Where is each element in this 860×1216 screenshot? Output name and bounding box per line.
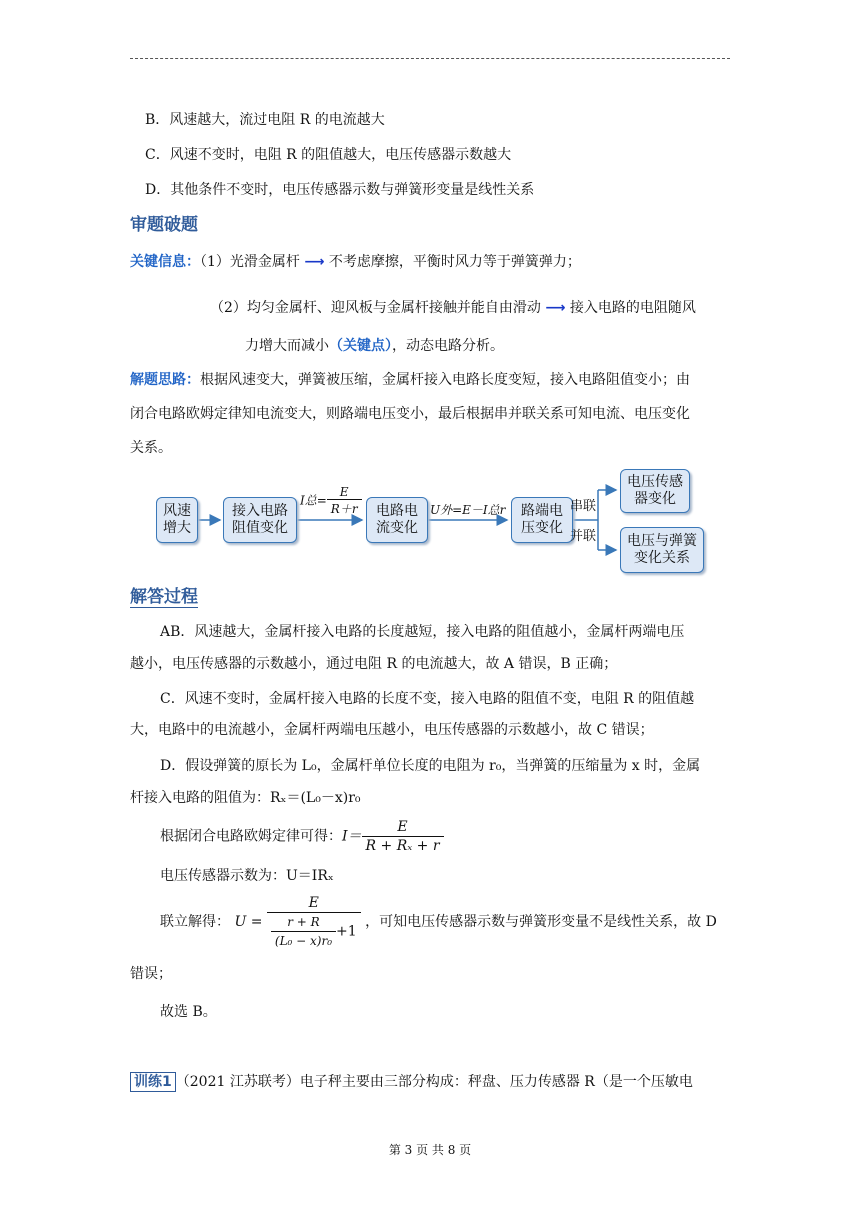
key-info-line2	[210, 298, 696, 318]
sensor-equation: 电压传感器示数为：U＝IRₓ	[160, 868, 334, 884]
key1-post: 不考虑摩擦，平衡时风力等于弹簧弹力；	[328, 254, 581, 270]
flow-diagram	[150, 465, 715, 580]
header-rule	[130, 58, 730, 59]
solution-d-line2: 杆接入电路的阻值为：Rₓ＝(L₀－x)r₀	[130, 790, 361, 806]
key2-pre: （2）均匀金属杆、迎风板与金属杆接触并能自由滑动	[210, 300, 541, 316]
flow-box-relation: 电压与弹簧 变化关系	[620, 527, 704, 573]
training-badge: 训练1	[130, 1072, 176, 1092]
joint-equation: 联立解得： U = E $\frac{r + R}{\text{(L₀ − x)r₀}}$ +1 ，可知电压传感器示数与弹簧形变量不是线性关系，故 D	[160, 895, 717, 948]
idea-text1: 根据风速变大，弹簧被压缩，金属杆接入电路长度变短，接入电路阻值变小；由	[200, 372, 690, 388]
flow-label-current: I总= $\frac{E}{R+r}$	[300, 485, 362, 517]
final-choice: 故选 B。	[160, 1004, 217, 1020]
branch-series: 串联	[570, 499, 597, 514]
solution-ab-line1: AB．风速越大，金属杆接入电路的长度越短，接入电路的阻值越小，金属杆两端电压	[160, 624, 685, 640]
option-b: B．风速越大，流过电阻 R 的电流越大	[145, 112, 385, 128]
joint-equation-line2: 错误；	[130, 966, 172, 982]
solution-c-line2: 大，电路中的电流越小，金属杆两端电压越小，电压传感器的示数越小，故 C 错误；	[130, 722, 654, 738]
key2-line2-pre: 力增大而减小	[245, 338, 329, 354]
keypoint-label: （关键点）	[329, 338, 392, 354]
flow-box-wind: 风速 增大	[156, 497, 198, 543]
option-d: D．其他条件不变时，电压传感器示数与弹簧形变量是线性关系	[145, 182, 535, 198]
key-info-line3	[245, 336, 504, 356]
analysis-heading: 审题破题	[130, 215, 198, 235]
key2-post: 接入电路的电阻随风	[569, 300, 696, 316]
option-c: C．风速不变时，电阻 R 的阻值越大，电压传感器示数越大	[145, 147, 512, 163]
solution-d-line1: D．假设弹簧的原长为 L₀，金属杆单位长度的电阻为 r₀，当弹簧的压缩量为 x 时，金属	[160, 758, 701, 774]
training-question	[130, 1072, 693, 1092]
flow-box-resistance: 接入电路 阻值变化	[223, 497, 297, 543]
arrow-icon: ⟶	[304, 254, 325, 270]
branch-parallel: 并联	[570, 529, 597, 544]
training-text: （2021 江苏联考）电子秤主要由三部分构成：秤盘、压力传感器 R（是一个压敏电	[175, 1074, 693, 1090]
solution-ab-line2: 越小，电压传感器的示数越小，通过电阻 R 的电流越大，故 A 错误，B 正确；	[130, 656, 618, 672]
flow-box-sensor: 电压传感 器变化	[620, 469, 690, 513]
key-info-label: 关键信息：	[130, 254, 200, 270]
idea-line3: 关系。	[130, 440, 172, 456]
flow-label-voltage: U外=E－I总r	[430, 503, 506, 517]
ohm-equation: 根据闭合电路欧姆定律可得：I＝ $\frac{E}{\text{R + Rₓ + r}}$	[160, 818, 444, 855]
idea-label: 解题思路：	[130, 372, 200, 388]
flow-box-current: 电路电 流变化	[366, 497, 428, 543]
arrow-icon: ⟶	[545, 300, 566, 316]
idea-line1	[130, 370, 690, 390]
key2-line2-post: ，动态电路分析。	[392, 338, 504, 354]
solution-heading: 解答过程	[130, 582, 198, 608]
flow-box-terminal-voltage: 路端电 压变化	[511, 497, 573, 543]
key1-pre: （1）光滑金属杆	[200, 254, 300, 270]
idea-line2: 闭合电路欧姆定律知电流变大，则路端电压变小，最后根据串并联关系可知电流、电压变化	[130, 406, 690, 422]
key-info-line1	[130, 252, 581, 272]
page-footer: 第 3 页 共 8 页	[388, 1143, 472, 1157]
solution-c-line1: C．风速不变时，金属杆接入电路的长度不变，接入电路的阻值不变，电阻 R 的阻值越	[160, 691, 695, 707]
